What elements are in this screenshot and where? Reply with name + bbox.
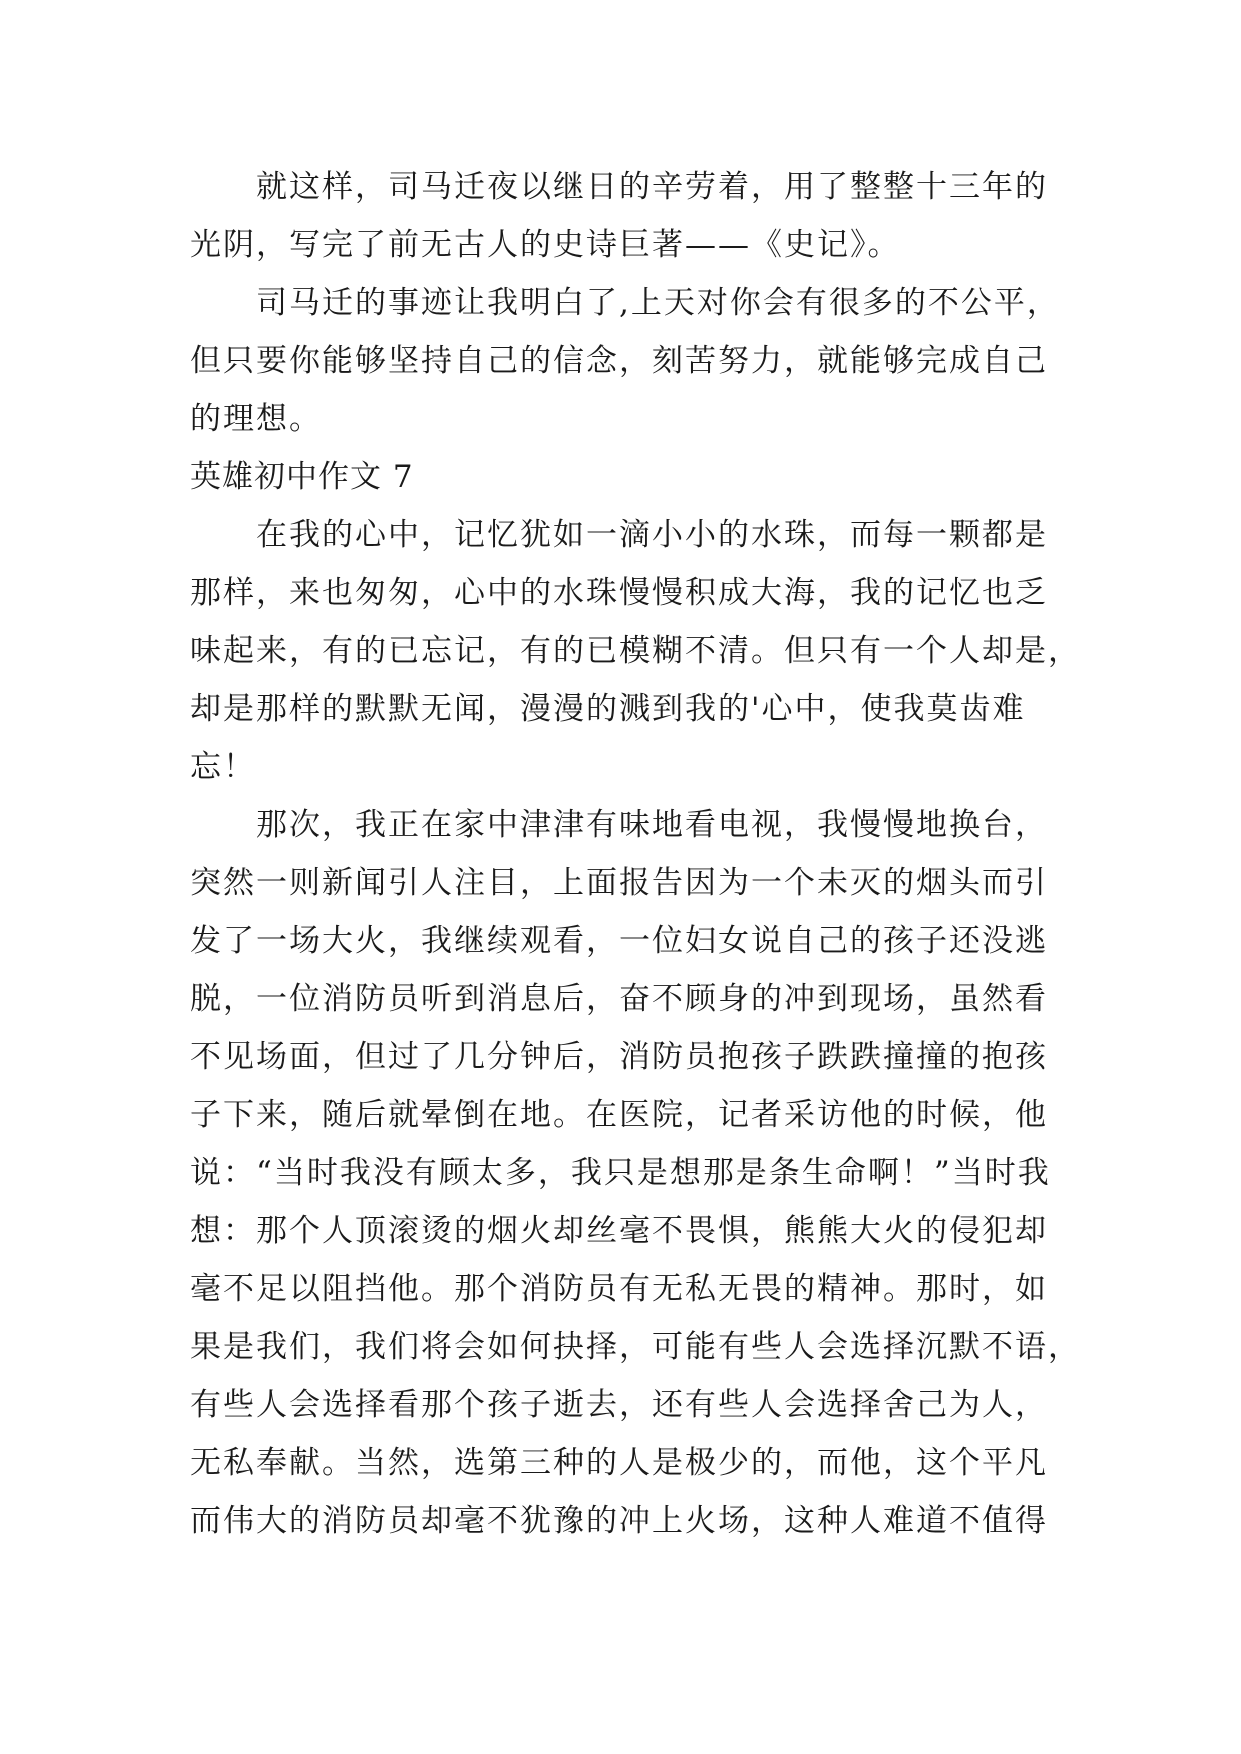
text-line: 果是我们，我们将会如何抉择，可能有些人会选择沉默不语， bbox=[190, 1329, 1081, 1365]
text-line: 但只要你能够坚持自己的信念，刻苦努力，就能够完成自己 bbox=[190, 343, 1048, 379]
section-heading: 英雄初中作文 7 bbox=[190, 459, 414, 495]
text-line: 毫不足以阻挡他。那个消防员有无私无畏的精神。那时，如 bbox=[190, 1271, 1048, 1307]
text-line: 突然一则新闻引人注目，上面报告因为一个未灭的烟头而引 bbox=[190, 865, 1048, 901]
body-text bbox=[190, 158, 1081, 1550]
text-line: 的理想。 bbox=[190, 401, 322, 437]
text-line: 发了一场大火，我继续观看，一位妇女说自己的孩子还没逃 bbox=[190, 923, 1048, 959]
text-line: 光阴，写完了前无古人的史诗巨著——《史记》。 bbox=[190, 227, 901, 263]
text-line: 子下来，随后就晕倒在地。在医院，记者采访他的时候，他 bbox=[190, 1097, 1048, 1133]
text-line: 在我的心中，记忆犹如一滴小小的水珠，而每一颗都是 bbox=[256, 517, 1048, 553]
text-line: 味起来，有的已忘记，有的已模糊不清。但只有一个人却是， bbox=[190, 633, 1081, 669]
text-line: 就这样，司马迁夜以继日的辛劳着，用了整整十三年的 bbox=[256, 169, 1048, 205]
text-line: 那样，来也匆匆，心中的水珠慢慢积成大海，我的记忆也乏 bbox=[190, 575, 1048, 611]
text-line: 脱，一位消防员听到消息后，奋不顾身的冲到现场，虽然看 bbox=[190, 981, 1048, 1017]
text-line: 无私奉献。当然，选第三种的人是极少的，而他，这个平凡 bbox=[190, 1445, 1048, 1481]
text-line: 想：那个人顶滚烫的烟火却丝毫不畏惧，熊熊大火的侵犯却 bbox=[190, 1213, 1048, 1249]
text-line: 那次，我正在家中津津有味地看电视，我慢慢地换台， bbox=[256, 807, 1048, 843]
text-line: 而伟大的消防员却毫不犹豫的冲上火场，这种人难道不值得 bbox=[190, 1503, 1048, 1539]
text-line: 忘！ bbox=[190, 749, 256, 785]
text-line: 司马迁的事迹让我明白了,上天对你会有很多的不公平， bbox=[256, 285, 1060, 321]
text-line: 说：“当时我没有顾太多，我只是想那是条生命啊！”当时我 bbox=[190, 1155, 1051, 1191]
text-line: 不见场面，但过了几分钟后，消防员抱孩子跌跌撞撞的抱孩 bbox=[190, 1039, 1048, 1075]
text-line: 有些人会选择看那个孩子逝去，还有些人会选择舍己为人， bbox=[190, 1387, 1048, 1423]
text-line: 却是那样的默默无闻，漫漫的溅到我的'心中，使我莫齿难 bbox=[190, 691, 1026, 727]
